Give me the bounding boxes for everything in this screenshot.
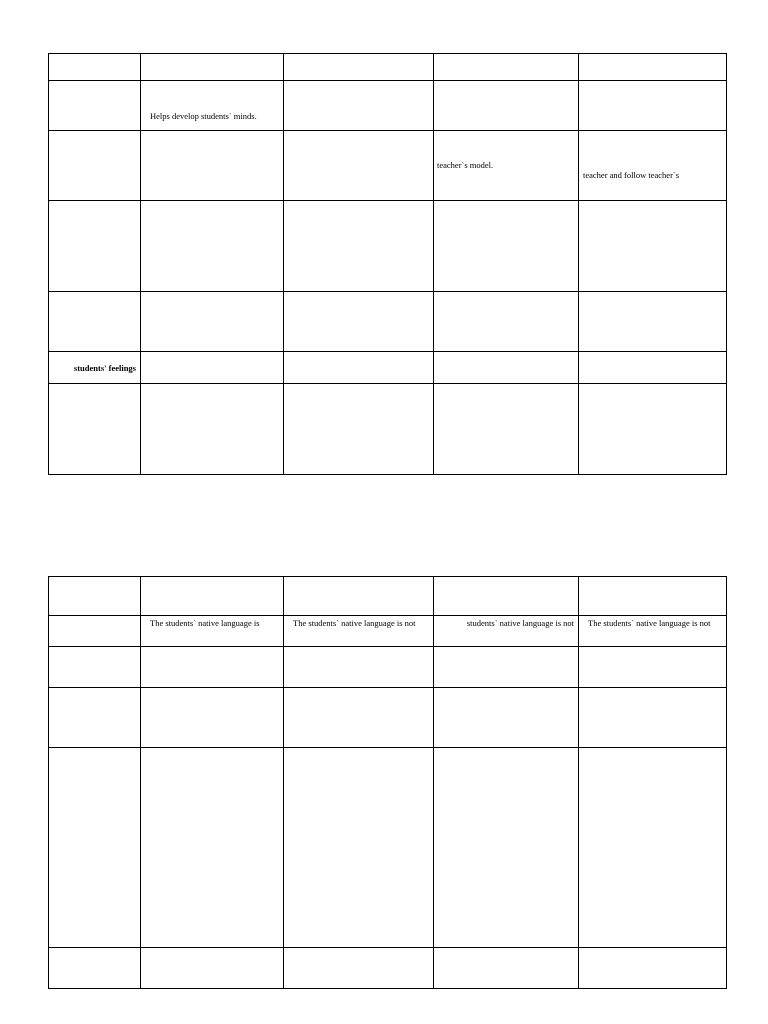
table-cell bbox=[434, 201, 579, 292]
cell-text-native-lang-is-not: The students` native language is not bbox=[588, 618, 711, 628]
table-row bbox=[49, 131, 727, 201]
table-cell bbox=[141, 647, 284, 688]
table-cell bbox=[434, 948, 579, 989]
table-cell bbox=[49, 352, 141, 384]
table-cell bbox=[49, 54, 141, 81]
table-cell bbox=[579, 384, 727, 475]
table-cell bbox=[579, 577, 727, 616]
cell-text-native-lang-is-not: The students` native language is not bbox=[293, 618, 416, 628]
table-cell bbox=[284, 647, 434, 688]
table-cell bbox=[284, 352, 434, 384]
table-cell bbox=[434, 688, 579, 748]
table-cell bbox=[579, 647, 727, 688]
table-row bbox=[49, 54, 727, 81]
table-cell bbox=[434, 384, 579, 475]
table-cell bbox=[49, 616, 141, 647]
table-cell bbox=[434, 748, 579, 948]
table-cell bbox=[434, 292, 579, 352]
table-cell bbox=[49, 748, 141, 948]
table-cell bbox=[579, 201, 727, 292]
table-cell bbox=[579, 616, 727, 647]
table-cell bbox=[434, 647, 579, 688]
table-cell bbox=[141, 201, 284, 292]
table-cell bbox=[284, 616, 434, 647]
table-cell bbox=[141, 81, 284, 131]
table-cell bbox=[434, 54, 579, 81]
table-cell bbox=[434, 131, 579, 201]
table-cell bbox=[49, 131, 141, 201]
table-cell bbox=[141, 688, 284, 748]
table-cell bbox=[284, 81, 434, 131]
table-cell bbox=[49, 81, 141, 131]
table-cell bbox=[141, 384, 284, 475]
table-cell bbox=[49, 384, 141, 475]
table-row bbox=[49, 352, 727, 384]
table-cell bbox=[284, 688, 434, 748]
table-cell bbox=[579, 948, 727, 989]
table-row bbox=[49, 948, 727, 989]
table-cell bbox=[434, 577, 579, 616]
table-row bbox=[49, 616, 727, 647]
table-cell bbox=[579, 81, 727, 131]
row-label-students-feelings: students' feelings bbox=[73, 363, 136, 373]
table-cell bbox=[284, 131, 434, 201]
table-cell bbox=[434, 81, 579, 131]
cell-text-native-lang-is-not: students` native language is not bbox=[466, 618, 574, 628]
table-row bbox=[49, 384, 727, 475]
table-cell bbox=[49, 292, 141, 352]
table-cell bbox=[141, 748, 284, 948]
table-row bbox=[49, 292, 727, 352]
table-cell bbox=[141, 616, 284, 647]
table-cell bbox=[284, 948, 434, 989]
table-cell bbox=[284, 54, 434, 81]
table-cell bbox=[579, 352, 727, 384]
cell-text-teachers-model: teacher`s model. bbox=[437, 160, 494, 170]
table-cell bbox=[141, 54, 284, 81]
table-cell bbox=[579, 54, 727, 81]
table-cell bbox=[434, 352, 579, 384]
table-row bbox=[49, 81, 727, 131]
table-cell bbox=[141, 292, 284, 352]
table-cell bbox=[434, 616, 579, 647]
table-cell bbox=[284, 292, 434, 352]
table-cell bbox=[49, 201, 141, 292]
table-cell bbox=[49, 948, 141, 989]
table-row bbox=[49, 647, 727, 688]
table-cell bbox=[284, 748, 434, 948]
table-cell bbox=[141, 577, 284, 616]
table-cell bbox=[284, 384, 434, 475]
comparison-table-1 bbox=[48, 53, 727, 475]
table-row bbox=[49, 748, 727, 948]
table-row bbox=[49, 577, 727, 616]
table-cell bbox=[141, 948, 284, 989]
table-row bbox=[49, 201, 727, 292]
table-cell bbox=[141, 352, 284, 384]
table-cell bbox=[284, 201, 434, 292]
cell-text-native-lang-is: The students` native language is bbox=[150, 618, 260, 628]
table-cell bbox=[579, 131, 727, 201]
comparison-table-2 bbox=[48, 576, 727, 989]
table-row bbox=[49, 688, 727, 748]
table-cell bbox=[141, 131, 284, 201]
table-cell bbox=[579, 748, 727, 948]
table-cell bbox=[579, 292, 727, 352]
table-cell bbox=[49, 577, 141, 616]
cell-text-helps-develop: Helps develop students` minds. bbox=[150, 111, 257, 121]
table-cell bbox=[579, 688, 727, 748]
table-cell bbox=[49, 688, 141, 748]
table-cell bbox=[284, 577, 434, 616]
cell-text-teacher-follow: teacher and follow teacher`s bbox=[583, 170, 680, 180]
table-cell bbox=[49, 647, 141, 688]
